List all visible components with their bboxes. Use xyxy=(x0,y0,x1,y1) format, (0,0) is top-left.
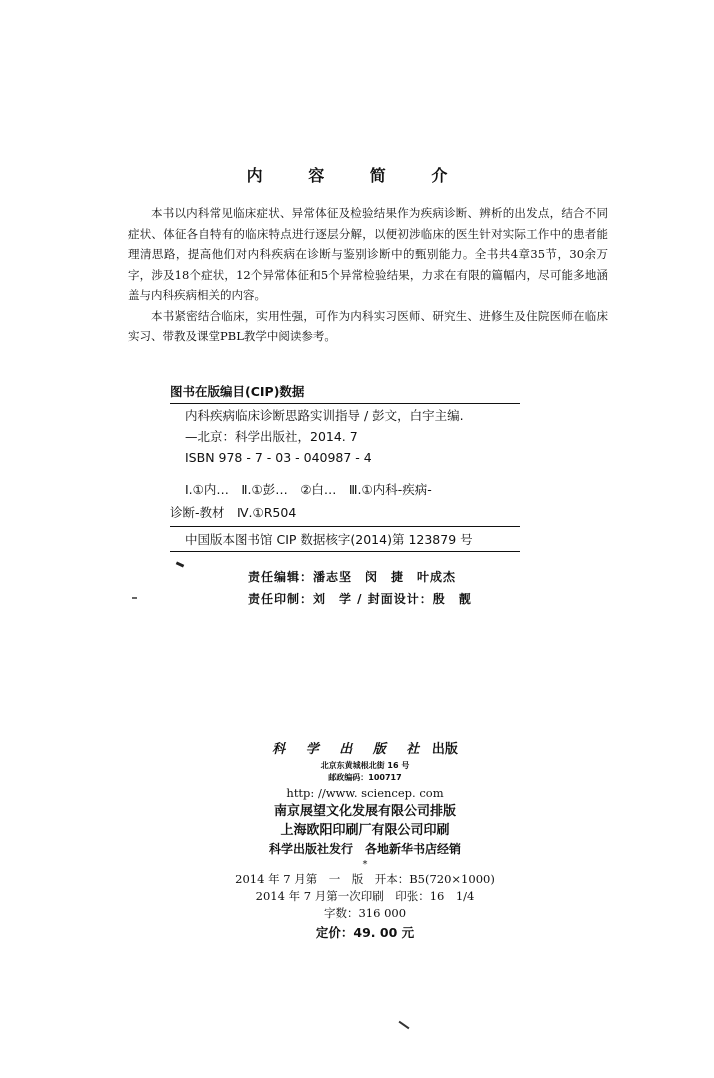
publisher-postcode: 邮政编码：100717 xyxy=(328,773,402,782)
cip-record xyxy=(185,405,525,468)
publisher-line xyxy=(190,740,540,760)
cip-class-line-2: 诊断-教材 Ⅳ.①R504 xyxy=(170,505,297,520)
book-summary xyxy=(128,203,608,347)
cip-class-line-1: Ⅰ.①内… Ⅱ.①彭… ②白… Ⅲ.①内科-疾病- xyxy=(185,482,432,497)
edition-line: 2014 年 7 月第 一 版 开本：B5(720×1000) xyxy=(235,872,495,886)
summary-paragraph-2: 本书紧密结合临床，实用性强，可作为内科实习医师、研究生、进修生及住院医师在临床实习、带教及课堂PBL教学中阅读参考。 xyxy=(128,308,608,343)
cip-heading: 图书在版编目(CIP)数据 xyxy=(170,382,520,404)
publisher-logo-text: 科 学 出 版 社 xyxy=(272,742,428,757)
impression-line: 2014 年 7 月第一次印刷 印张：16 1/4 xyxy=(255,889,475,903)
separator-star: * xyxy=(362,859,368,870)
typesetting-line: 南京展望文化发展有限公司排版 xyxy=(273,804,456,819)
editors-block xyxy=(248,566,472,610)
cip-isbn-line: ISBN 978 - 7 - 03 - 040987 - 4 xyxy=(185,450,372,465)
scan-mark xyxy=(132,597,137,599)
price: 定价：49. 00 元 xyxy=(315,925,415,940)
colophon xyxy=(190,740,540,944)
word-count: 字数：316 000 xyxy=(323,906,407,920)
scan-mark xyxy=(176,561,185,567)
cip-publisher-line: —北京：科学出版社，2014. 7 xyxy=(185,429,358,444)
publisher-url: http: //www. sciencep. com xyxy=(286,786,444,800)
summary-paragraph-1: 本书以内科常见临床症状、异常体征及检验结果作为疾病诊断、辨析的出发点，结合不同症状、体征各自特有的临床特点进行逐层分解，以便初涉临床的医生针对实际工作中的患者能理清思路，提高他们对内科疾病在诊断与鉴别诊断中的甄别能力。全书共4章35节，30余万字，涉及18个症状，12个异常体征和5个异常检验结果，力求在有限的篇幅内，尽可能多地涵盖与内科疾病相关的内容。 xyxy=(128,206,608,302)
publish-label: 出版 xyxy=(431,742,458,757)
distribution-line: 科学出版社发行 各地新华书店经销 xyxy=(268,842,461,856)
print-and-cover-credits: 责任印制：刘 学 / 封面设计：殷 靓 xyxy=(248,592,472,606)
responsible-editors: 责任编辑：潘志坚 闵 捷 叶成杰 xyxy=(248,570,457,584)
publisher-address: 北京东黄城根北街 16 号 xyxy=(320,761,410,770)
page-title: 内 容 简 介 xyxy=(246,166,468,185)
cip-classification xyxy=(170,478,525,524)
scan-mark xyxy=(399,1021,410,1030)
cip-verify-number: 中国版本图书馆 CIP 数据核字(2014)第 123879 号 xyxy=(170,526,520,552)
printing-line: 上海欧阳印刷厂有限公司印刷 xyxy=(280,823,450,838)
cip-title-line: 内科疾病临床诊断思路实训指导 / 彭文，白宇主编. xyxy=(185,408,464,423)
